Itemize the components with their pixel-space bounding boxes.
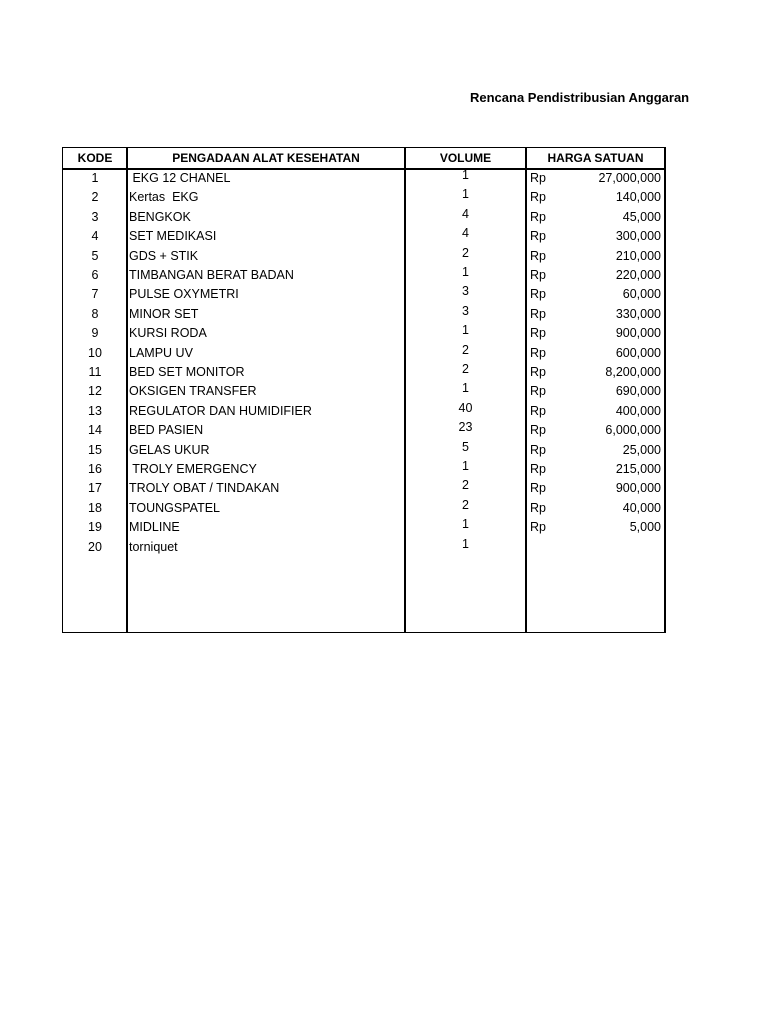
volume-cell: 2 (462, 342, 469, 357)
item-name-cell: BENGKOK (129, 209, 191, 224)
table-row (63, 285, 665, 304)
volume-cell: 1 (462, 323, 469, 338)
unit-price-cell: 45,000 (622, 209, 661, 224)
unit-price-cell: 210,000 (615, 248, 661, 263)
volume-cell: 23 (458, 420, 473, 435)
table-row (63, 363, 665, 382)
currency-cell: Rp (530, 345, 546, 360)
item-name-cell: REGULATOR DAN HUMIDIFIER (129, 403, 312, 418)
currency-cell: Rp (530, 190, 546, 205)
table-row (63, 402, 665, 421)
kode-cell: 6 (91, 268, 99, 282)
unit-price-cell: 27,000,000 (598, 171, 661, 185)
table-row (63, 227, 665, 246)
item-name-cell: MINOR SET (129, 306, 199, 321)
currency-cell: Rp (530, 229, 546, 244)
item-name-cell: TOUNGSPATEL (129, 500, 220, 515)
table-row (63, 188, 665, 207)
unit-price-cell: 330,000 (615, 306, 661, 321)
kode-cell: 3 (91, 209, 99, 224)
item-name-cell: KURSI RODA (129, 326, 207, 341)
item-name-cell: Kertas EKG (129, 190, 199, 205)
unit-price-cell: 400,000 (615, 403, 661, 418)
volume-cell: 4 (462, 206, 469, 221)
unit-price-cell: 8,200,000 (605, 365, 661, 379)
item-name-cell: GDS + STIK (129, 248, 199, 263)
unit-price-cell: 300,000 (615, 229, 661, 244)
currency-cell: Rp (530, 462, 546, 476)
unit-price-cell: 220,000 (615, 268, 661, 282)
currency-cell: Rp (530, 384, 546, 399)
currency-cell: Rp (530, 326, 546, 341)
table-row (63, 479, 665, 498)
unit-price-cell: 900,000 (615, 326, 661, 341)
kode-cell: 17 (88, 481, 102, 496)
table-row (63, 266, 665, 285)
table-row (63, 460, 665, 479)
item-name-cell: BED SET MONITOR (129, 365, 245, 379)
budget-table (62, 147, 666, 633)
currency-cell: Rp (530, 248, 546, 263)
header-item: PENGADAAN ALAT KESEHATAN (172, 151, 360, 165)
table-row (63, 324, 665, 343)
currency-cell: Rp (530, 520, 546, 535)
currency-cell: Rp (530, 306, 546, 321)
kode-cell: 11 (88, 365, 102, 379)
unit-price-cell: 5,000 (629, 520, 661, 535)
currency-cell: Rp (530, 403, 546, 418)
volume-cell: 1 (462, 536, 469, 551)
kode-cell: 7 (91, 287, 99, 302)
unit-price-cell: 60,000 (622, 287, 661, 302)
volume-cell: 40 (458, 400, 473, 415)
unit-price-cell: 900,000 (615, 481, 661, 496)
unit-price-cell: 215,000 (615, 462, 661, 476)
volume-cell: 3 (462, 303, 469, 318)
table-row (63, 382, 665, 401)
item-name-cell: PULSE OXYMETRI (129, 287, 239, 302)
kode-cell: 14 (88, 423, 102, 438)
kode-cell: 8 (91, 306, 99, 321)
volume-cell: 3 (462, 284, 469, 299)
volume-cell: 1 (462, 265, 469, 279)
unit-price-cell: 25,000 (622, 442, 661, 457)
volume-cell: 1 (462, 168, 469, 182)
unit-price-cell: 40,000 (622, 500, 661, 515)
volume-cell: 1 (462, 187, 469, 202)
document-title: Rencana Pendistribusian Anggaran (470, 90, 690, 105)
currency-cell: Rp (530, 423, 546, 438)
currency-cell: Rp (530, 442, 546, 457)
kode-cell: 20 (88, 539, 102, 554)
currency-cell: Rp (530, 287, 546, 302)
kode-cell: 10 (88, 345, 102, 360)
item-name-cell: TROLY EMERGENCY (129, 462, 257, 476)
kode-cell: 18 (88, 500, 102, 515)
item-name-cell: torniquet (129, 539, 178, 554)
item-name-cell: TROLY OBAT / TINDAKAN (129, 481, 280, 496)
kode-cell: 5 (91, 248, 99, 263)
currency-cell: Rp (530, 268, 546, 282)
volume-cell: 2 (462, 245, 469, 260)
currency-cell: Rp (530, 481, 546, 496)
item-name-cell: OKSIGEN TRANSFER (129, 384, 257, 399)
item-name-cell: LAMPU UV (129, 345, 193, 360)
volume-cell: 5 (462, 439, 469, 454)
header-price: HARGA SATUAN (547, 151, 644, 165)
kode-cell: 9 (91, 326, 99, 341)
volume-cell: 4 (462, 226, 469, 241)
volume-cell: 1 (462, 459, 469, 473)
table-row (63, 169, 665, 188)
item-name-cell: BED PASIEN (129, 423, 204, 438)
header-kode: KODE (77, 151, 113, 165)
table-row (63, 344, 665, 363)
item-name-cell: GELAS UKUR (129, 442, 210, 457)
table-row (63, 305, 665, 324)
currency-cell (530, 538, 560, 557)
unit-price-cell: 690,000 (615, 384, 661, 399)
table-row (63, 421, 665, 440)
kode-cell: 12 (88, 384, 102, 399)
table-row (63, 441, 665, 460)
unit-price-cell: 600,000 (615, 345, 661, 360)
kode-cell: 19 (88, 520, 102, 535)
kode-cell: 15 (88, 442, 102, 457)
kode-cell: 2 (91, 190, 99, 205)
unit-price-cell: 140,000 (615, 190, 661, 205)
volume-cell: 1 (462, 381, 469, 396)
item-name-cell: TIMBANGAN BERAT BADAN (129, 268, 294, 282)
table-row (63, 208, 665, 227)
table-row (63, 247, 665, 266)
currency-cell: Rp (530, 171, 546, 185)
kode-cell: 1 (91, 171, 99, 185)
unit-price-cell: 6,000,000 (605, 423, 661, 438)
item-name-cell: SET MEDIKASI (129, 229, 217, 244)
unit-price-cell (560, 538, 661, 557)
currency-cell: Rp (530, 209, 546, 224)
kode-cell: 4 (91, 229, 99, 244)
currency-cell: Rp (530, 365, 546, 379)
volume-cell: 2 (462, 478, 469, 493)
header-volume: VOLUME (439, 151, 492, 165)
currency-cell: Rp (530, 500, 546, 515)
volume-cell: 2 (462, 362, 469, 376)
item-name-cell: MIDLINE (129, 520, 180, 535)
volume-cell: 1 (462, 517, 469, 532)
table-row (63, 538, 665, 557)
kode-cell: 16 (88, 462, 102, 476)
volume-cell: 2 (462, 497, 469, 512)
kode-cell: 13 (88, 403, 102, 418)
item-name-cell: EKG 12 CHANEL (129, 171, 231, 185)
table-row (63, 499, 665, 518)
table-row (63, 518, 665, 537)
